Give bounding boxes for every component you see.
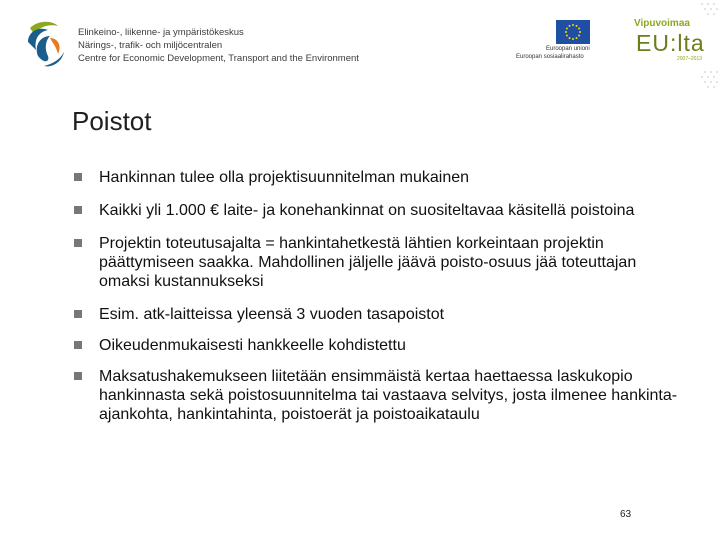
ely-logo-icon [24,20,72,70]
bullet-text: Kaikki yli 1.000 € laite- ja konehankinnat on suositeltavaa käsitellä poistoina [99,202,635,219]
bullet-item [72,168,682,187]
eu-flag-icon [556,20,590,44]
decorative-dot-pattern-icon [608,0,720,95]
eu-logo [516,20,596,66]
ely-name-swedish: Närings-, trafik- och miljöcentralen [78,40,223,51]
square-bullet-icon [74,310,82,318]
bullet-text: Oikeudenmukaisesti hankkeelle kohdistettu [99,337,406,354]
ely-name-finnish: Elinkeino-, liikenne- ja ympäristökeskus [78,27,244,38]
vipuvoimaa-period: 2007–2013 [677,56,703,62]
square-bullet-icon [74,341,82,349]
bullet-text: Esim. atk-laitteissa yleensä 3 vuoden tasapoistot [99,306,445,323]
bullet-item [72,367,682,424]
square-bullet-icon [74,372,82,380]
bullet-text: Projektin toteutusajalta = hankintahetkestä lähtien korkeintaan projektin päättymiseen saakka. Mahdollinen jäljelle jäävä poisto-osuus jää toteuttajan omaksi kustannukseksi [99,235,637,290]
vipuvoimaa-title: Vipuvoimaa [634,18,690,29]
vipuvoimaa-eu-text: EU:lta [636,30,705,56]
square-bullet-icon [74,239,82,247]
bullet-item [72,201,682,220]
bullet-item [72,305,682,324]
bullet-item [72,336,682,355]
eu-label: Euroopan unioni [546,46,590,52]
bullet-text: Hankinnan tulee olla projektisuunnitelman mukainen [99,169,470,186]
square-bullet-icon [74,206,82,214]
page-number: 63 [620,509,632,520]
ely-name-english: Centre for Economic Development, Transport and the Environment [78,53,359,64]
square-bullet-icon [74,173,82,181]
ely-organization-name [78,26,359,65]
esf-label: Euroopan sosiaalirahasto [516,54,584,60]
bullet-text: Maksatushakemukseen liitetään ensimmäistä kertaa haettaessa laskukopio hankinnasta sekä poistosuunnitelma tai vastaava selvitys, josta ilmenee hankinta-ajankohta, hankintahinta, poistoerät ja poistoaikataulu [99,368,678,423]
bullet-list [72,168,682,424]
bullet-item [72,234,682,291]
slide-header [0,0,720,95]
slide-title: Poistot [72,106,152,136]
